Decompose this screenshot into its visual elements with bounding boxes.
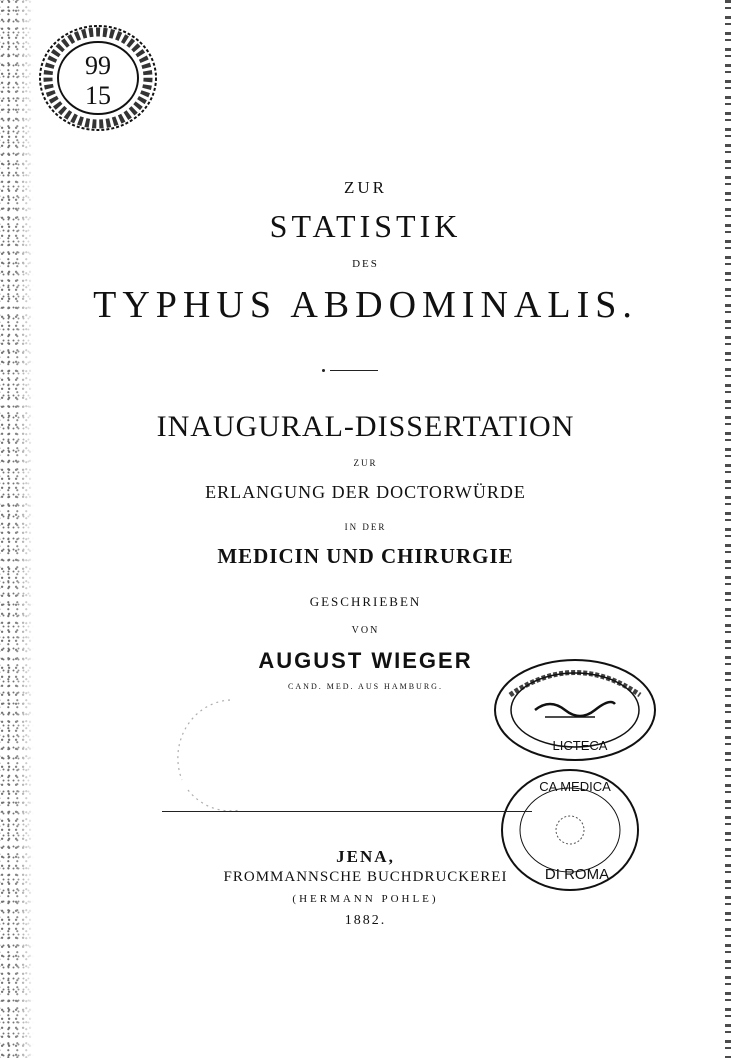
dissertation-in-der: IN DER	[344, 522, 387, 532]
dissertation-field: MEDICIN UND CHIRURGIE	[217, 544, 514, 568]
imprint-printer: FROMMANNSCHE BUCHDRUCKEREI	[223, 869, 508, 885]
dissertation-zur: ZUR	[353, 458, 378, 468]
stamp-number-line1: 99	[85, 51, 111, 80]
imprint-city: JENA,	[336, 847, 395, 866]
imprint-divider	[162, 811, 532, 812]
by-label: VON	[351, 625, 380, 636]
author-affiliation: CAND. MED. AUS HAMBURG.	[288, 682, 443, 691]
library-number-stamp	[36, 22, 164, 134]
medical-stamp-upper: CA MEDICA	[539, 779, 611, 794]
author-name: AUGUST WIEGER	[258, 648, 473, 673]
title-zur: ZUR	[344, 178, 387, 197]
imprint-owner: (HERMANN POHLE)	[292, 893, 439, 905]
medical-stamp-lower: DI ROMA	[544, 866, 610, 883]
divider-short	[330, 370, 378, 371]
imprint-year: 1882.	[344, 913, 387, 928]
stamp-number-line2: 15	[85, 81, 111, 110]
written-label: GESCHRIEBEN	[309, 594, 422, 609]
dissertation-heading: INAUGURAL-DISSERTATION	[156, 410, 575, 443]
title-statistik: STATISTIK	[269, 208, 462, 244]
faint-seal-left	[170, 690, 290, 820]
title-typhus-abdominalis: TYPHUS ABDOMINALIS.	[93, 284, 638, 326]
title-des: DES	[352, 258, 379, 270]
academy-stamp-text: LICTECA	[552, 738, 608, 753]
ornament-dot	[322, 369, 325, 372]
academy-stamp	[490, 655, 660, 765]
dissertation-purpose: ERLANGUNG DER DOCTORWÜRDE	[205, 482, 526, 502]
